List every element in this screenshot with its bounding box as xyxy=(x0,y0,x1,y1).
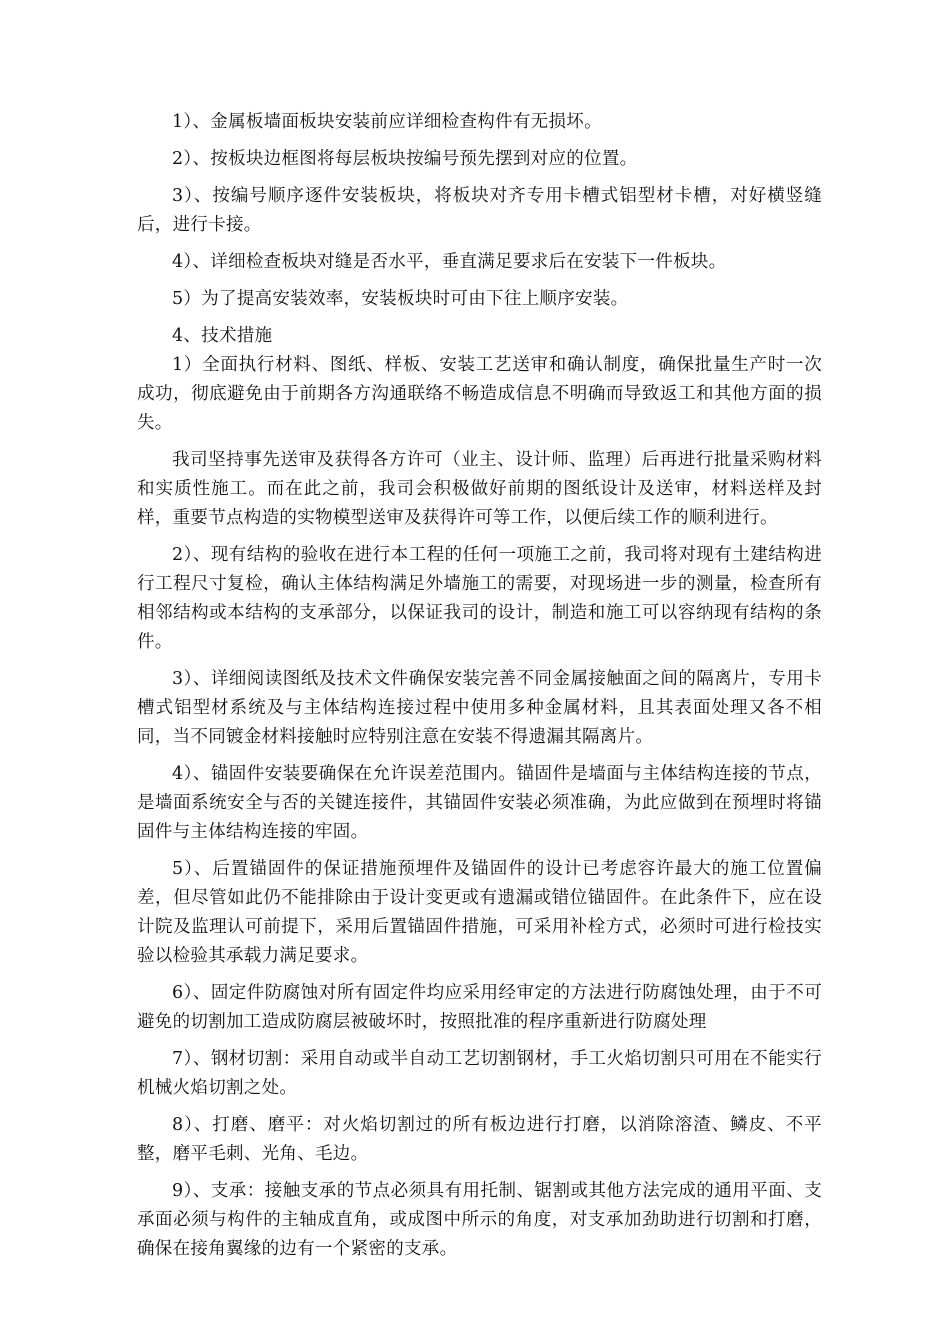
document-page xyxy=(137,108,822,1264)
paragraph-step-5: 5）为了提高安装效率，安装板块时可由下往上顺序安装。 xyxy=(172,289,629,309)
paragraph-approval-note: 我司坚持事先送审及获得各方许可（业主、设计师、监理）后再进行批量采购材料和实质性施工。而在此之前，我司会积极做好前期的图纸设计及送审，材料送样及封样，重要节点构造的实物模型送审及获得许可等工作，以便后续工作的顺利进行。 xyxy=(137,450,822,528)
paragraph-step-3: 3）、按编号顺序逐件安装板块，将板块对齐专用卡槽式铝型材卡槽，对好横竖缝后，进行卡接。 xyxy=(137,186,822,235)
paragraph-measure-9: 9）、支承：接触支承的节点必须具有用托制、锯割或其他方法完成的通用平面、支承面必须与构件的主轴成直角，或成图中所示的角度，对支承加劲助进行切割和打磨，确保在接角翼缘的边有一个紧密的支承。 xyxy=(137,1181,822,1259)
paragraph-measure-7: 7）、钢材切割：采用自动或半自动工艺切割钢材，手工火焰切割只可用在不能实行机械火焰切割之处。 xyxy=(137,1049,822,1098)
paragraph-step-1: 1）、金属板墙面板块安装前应详细检查构件有无损坏。 xyxy=(172,112,602,132)
paragraph-measure-8: 8）、打磨、磨平：对火焰切割过的所有板边进行打磨，以消除溶渣、鳞皮、不平整，磨平毛刺、光角、毛边。 xyxy=(137,1115,822,1164)
paragraph-measure-1: 1）全面执行材料、图纸、样板、安装工艺送审和确认制度，确保批量生产时一次成功，彻底避免由于前期各方沟通联络不畅造成信息不明确而导致返工和其他方面的损失。 xyxy=(137,355,822,433)
paragraph-step-4: 4）、详细检查板块对缝是否水平，垂直满足要求后在安装下一件板块。 xyxy=(172,252,727,272)
paragraph-step-2: 2）、按板块边框图将每层板块按编号预先摆到对应的位置。 xyxy=(172,149,638,169)
paragraph-measure-6: 6）、固定件防腐蚀对所有固定件均应采用经审定的方法进行防腐蚀处理，由于不可避免的切割加工造成防腐层被破坏时，按照批准的程序重新进行防腐处理 xyxy=(137,983,822,1032)
paragraph-measure-4: 4）、锚固件安装要确保在允许误差范围内。锚固件是墙面与主体结构连接的节点，是墙面系统安全与否的关键连接件，其锚固件安装必须准确，为此应做到在预埋时将锚固件与主体结构连接的牢固。 xyxy=(137,764,822,842)
paragraph-measure-3: 3）、详细阅读图纸及技术文件确保安装完善不同金属接触面之间的隔离片，专用卡槽式铝型材系统及与主体结构连接过程中使用多种金属材料，且其表面处理又各不相同，当不同镀金材料接触时应特别注意在安装不得遗漏其隔离片。 xyxy=(137,669,822,747)
paragraph-measure-2: 2）、现有结构的验收在进行本工程的任何一项施工之前，我司将对现有土建结构进行工程尺寸复检，确认主体结构满足外墙施工的需要，对现场进一步的测量，检查所有相邻结构或本结构的支承部分，以保证我司的设计，制造和施工可以容纳现有结构的条件。 xyxy=(137,545,822,652)
section-heading-tech-measures: 4、技术措施 xyxy=(172,326,273,346)
paragraph-measure-5: 5）、后置锚固件的保证措施预埋件及锚固件的设计已考虑容许最大的施工位置偏差，但尽管如此仍不能排除由于设计变更或有遗漏或错位锚固件。在此条件下，应在设计院及监理认可前提下，采用后置锚固件措施，可采用补栓方式，必须时可进行检技实验以检验其承载力满足要求。 xyxy=(137,859,822,966)
